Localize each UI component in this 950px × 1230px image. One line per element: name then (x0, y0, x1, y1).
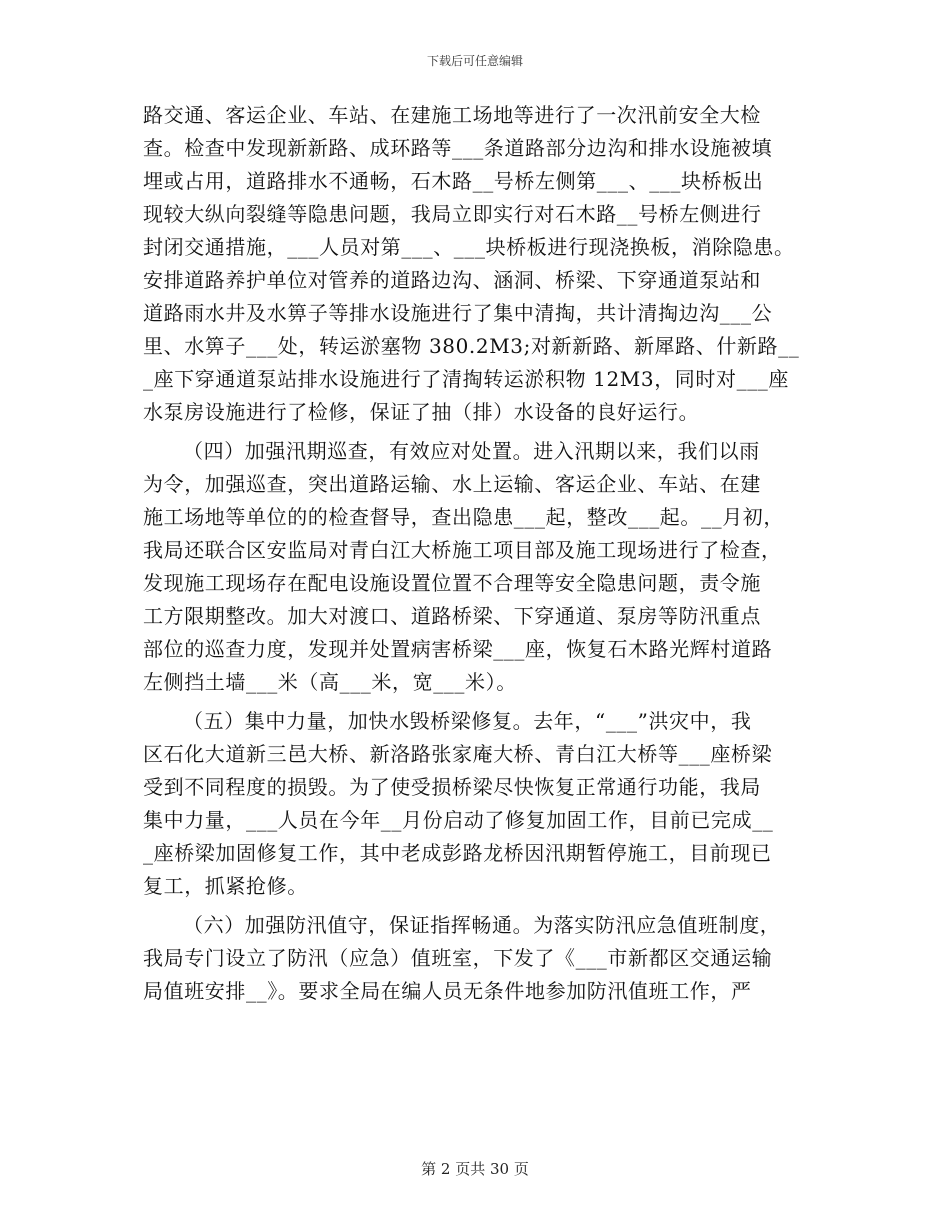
text-line: 为令，加强巡查，突出道路运输、水上运输、客运企业、车站、在建 (143, 472, 761, 496)
text-line: 埋或占用，道路排水不通畅，石木路__号桥左侧第___、___块桥板出 (143, 169, 764, 193)
section-five-first-line: （五）集中力量，加快水毁桥梁修复。去年，“___”洪灾中，我 (183, 709, 752, 733)
text-line: 现较大纵向裂缝等隐患问题，我局立即实行对石木路__号桥左侧进行 (143, 202, 762, 226)
text-line: 区石化大道新三邑大桥、新洛路张家庵大桥、青白江大桥等___座桥梁 (143, 742, 773, 766)
text-line: 道路雨水井及水箅子等排水设施进行了集中清掏，共计清掏边沟___公 (143, 301, 773, 325)
text-line: _座桥梁加固修复工作，其中老成彭路龙桥因汛期暂停施工，目前现已 (143, 841, 772, 865)
text-line: 工方限期整改。加大对渡口、道路桥梁、下穿通道、泵房等防汛重点 (143, 604, 761, 628)
text-line: 安排道路养护单位对管养的道路边沟、涵洞、桥梁、下穿通道泵站和 (143, 268, 761, 292)
text-line: 左侧挡土墙___米（高___米，宽___米）。 (143, 670, 517, 694)
text-line: 我局还联合区安监局对青白江大桥施工项目部及施工现场进行了检查， (143, 538, 782, 562)
section-six-first-line: （六）加强防汛值守，保证指挥畅通。为落实防汛应急值班制度， (183, 913, 781, 937)
text-line: 施工场地等单位的的检查督导，查出隐患___起，整改___起。__月初， (143, 505, 784, 529)
text-line: 部位的巡查力度，发现并处置病害桥梁___座，恢复石木路光辉村道路 (143, 637, 773, 661)
text-line: 水泵房设施进行了检修，保证了抽（排）水设备的良好运行。 (143, 400, 700, 424)
text-line: 发现施工现场存在配电设施设置位置不合理等安全隐患问题，责令施 (143, 571, 761, 595)
text-line: 封闭交通措施，___人员对第___、___块桥板进行现浇换板，消除隐患。 (143, 235, 795, 259)
text-line: 我局专门设立了防汛（应急）值班室，下发了《___市新都区交通运输 (143, 946, 773, 970)
text-line: 复工，抓紧抢修。 (143, 874, 308, 898)
text-line: 路交通、客运企业、车站、在建施工场地等进行了一次汛前安全大检 (143, 103, 761, 127)
text-line: 查。检查中发现新新路、成环路等___条道路部分边沟和排水设施被填 (143, 136, 773, 160)
page-header: 下载后可任意编辑 (426, 54, 523, 68)
section-four-first-line: （四）加强汛期巡查，有效应对处置。进入汛期以来，我们以雨 (183, 439, 760, 463)
text-line: 受到不同程度的损毁。为了使受损桥梁尽快恢复正常通行功能，我局 (143, 775, 761, 799)
text-line: 集中力量，___人员在今年__月份启动了修复加固工作，目前已完成__ (143, 808, 774, 832)
text-line: _座下穿通道泵站排水设施进行了清掏转运淤积物 12M3，同时对___座 (143, 367, 790, 391)
text-line: 局值班安排__》。要求全局在编人员无条件地参加防汛值班工作，严 (143, 979, 752, 1003)
page-number: 第 2 页共 30 页 (421, 1160, 529, 1178)
text-line: 里、水箅子___处，转运淤塞物 380.2M3;对新新路、新犀路、什新路__ (143, 334, 800, 358)
document-body (143, 99, 823, 1008)
